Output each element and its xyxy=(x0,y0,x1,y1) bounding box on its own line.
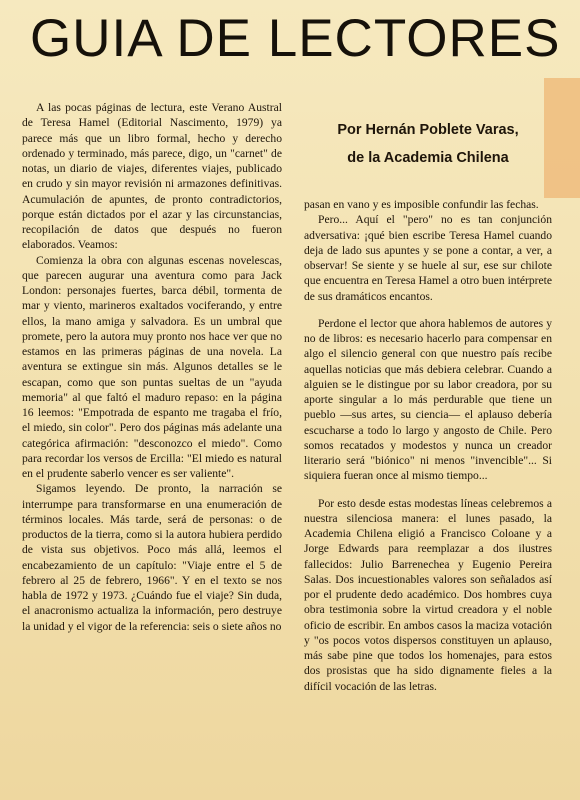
right-column xyxy=(304,197,552,787)
byline-affiliation: de la Academia Chilena xyxy=(347,150,509,166)
paragraph: Por esto desde estas modestas líneas celebremos a nuestra silenciosa manera: el lunes pasado, la Academia Chilena eligió a Francisco Coloane y a Jorge Edwards para reemplazar a dos ilustres fallecidos: Julio Barrenechea y Eugenio Pereira Salas. Dos incuestionables valores son señalados así por el prudente dedo académico. Dos hombres cuya obra testimonia sobre la virtud creadora y el noble oficio de escribir. En ambos casos la maciza votación y "os pocos votos dispersos constituyen un aplauso, más sabe pine que todos los homenajes, para estos dos prosistas que ha sido dignamente fieles a la difícil vocación de las letras. xyxy=(304,496,552,693)
tape-strip xyxy=(544,78,580,198)
paragraph: Pero... Aquí el "pero" no es tan conjunción adversativa: ¡qué bien escribe Teresa Hamel cuando deja de lado sus apuntes y se pone a contar, a ver, a observar! Se siente y se huele al sur, ese sur chilote que encuentra en Teresa Hamel a otro buen intérprete de sus dramáticos encantos. xyxy=(304,213,552,303)
paragraph: Comienza la obra con algunas escenas novelescas, que parecen augurar una aventura como para Jack London: personajes fuertes, barca débil, tormenta de mar y viento, marineros exaltados vociferando, y entre ellos, la mano amiga y salvadora. Es un umbral que promete, pero la autora muy pronto nos hace ver que no estamos en las primeras páginas de una novela. La aventura se extingue sin más. Algunos detalles se le escapan, como que son puntas sueltas de un "ayuda memoria" al que faltó el maduro repaso: en la página 16 leemos: "Empotrada de espanto me tragaba el frío, el miedo, sin color". Pero dos páginas más adelante una categórica afirmación: "desconozco el miedo". Como para recordar los versos de Ercilla: "El miedo es natural en el prudente saberlo vencer es ser valiente". xyxy=(22,253,282,480)
paragraph: Sigamos leyendo. De pronto, la narración se interrumpe para transformarse en una enumeración de términos locales. Más tarde, será de personas: o de productos de la tierra, como si la autora hubiera perdido de vista sus objetivos. Poco más allá, leemos el encabezamiento de un capítulo: "Viaje entre el 5 de febrero al 25 de febrero, 1966". Y en el texto se nos habla de 1972 y 1973. ¿Cuándo fue el viaje? Sin duda, el anacronismo actualiza la información, pero destruye la unidad y el vigor de la referencia: seis o siete años no xyxy=(22,482,282,633)
byline-author: Por Hernán Poblete Varas, xyxy=(337,122,519,138)
paragraph: Perdone el lector que ahora hablemos de autores y no de libros: es necesario hacerlo para compensar en algo el silencio general con que nuestro país recibe aquellas noticias que más debiera celebrar. Cuando a alguien se le distingue por su labor creadora, por su aporte singular a lo más perdurable que tiene un pueblo —sus artes, su ciencia— el aplauso debería escucharse a todo lo largo y angosto de Chile. Pero somos recatados y modestos y nunca un creador literario será "biónico" ni menos "invencible"... Si siquiera fueran once al mismo tiempo... xyxy=(304,316,552,483)
paragraph-gap xyxy=(304,484,552,496)
paragraph: A las pocas páginas de lectura, este Verano Austral de Teresa Hamel (Editorial Nascimento, 1979) ya parece más que un libro formal, hecho y derecho ordenado y terminado, más parece, digo, un "carnet" de notas, un diario de viajes, diferentes viajes, publicado en crudo y sin mayor revisión ni armazones definitivas. Acumulación de apuntes, de pronto contradictorios, porque están dictados por el azar y las circunstancias, recopilación de datos que después no fueron elaborados. Veamos: xyxy=(22,101,282,252)
article-title: GUIA DE LECTORES xyxy=(30,9,561,68)
left-column xyxy=(22,100,282,790)
paragraph: pasan en vano y es imposible confundir las fechas. xyxy=(304,198,539,211)
paragraph-gap xyxy=(304,304,552,316)
byline xyxy=(318,116,538,172)
